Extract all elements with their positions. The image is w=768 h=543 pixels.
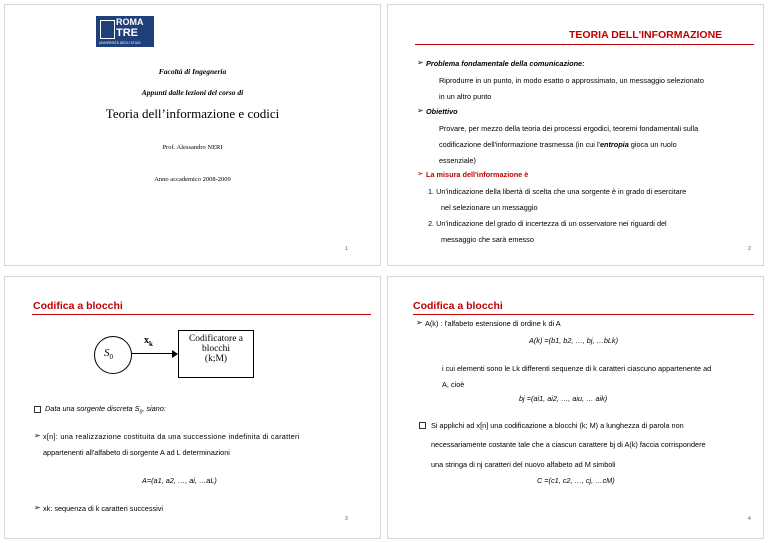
xn-definition-line-1: x[n]: una realizzazione costituita da una successione indefinita di caratteri <box>43 432 300 441</box>
data-intro-subscript: 0 <box>139 409 143 416</box>
slide-frame <box>4 4 381 266</box>
university-logo <box>96 16 154 47</box>
page-number: 4 <box>748 516 751 522</box>
elements-line-1: i cui elementi sono le Lk differenti sequenze di k caratteri ciascuno appartenente ad <box>442 364 712 373</box>
slide-title: Codifica a blocchi <box>413 300 503 312</box>
lecture-notes-label: Appunti dalle lezioni del corso di <box>141 88 244 97</box>
objective-text-line-1: Provare, per mezzo della teoria dei processi ergodici, teoremi fondamentali sulla <box>439 124 699 133</box>
entropy-term: entropia <box>599 140 629 149</box>
checkbox-bullet-icon <box>34 406 41 413</box>
bj-formula: bj =(ai1, ai2, …, aiu, … aik) <box>519 394 608 403</box>
xk-definition: xk: sequenza di k caratteri successivi <box>43 504 164 513</box>
slide-4 <box>387 276 764 539</box>
slide-title: Codifica a blocchi <box>33 300 123 312</box>
encoder-label-line-3: (k;M) <box>204 354 228 364</box>
xn-definition-line-2: appartenenti all'alfabeto di sorgente A ad L determinazioni <box>43 448 230 457</box>
academic-year: Anno accademico 2008-2009 <box>154 176 231 183</box>
extension-formula: A(k) =(b1, b2, …, bj, …bLk) <box>529 336 619 345</box>
data-intro-text: Data una sorgente discreta S <box>45 404 140 413</box>
page-number: 1 <box>345 246 348 252</box>
xk-subscript: k <box>149 340 153 348</box>
bullet-heading-measure: La misura dell'informazione è <box>426 170 529 179</box>
arrow-bullet-icon: ➢ <box>417 58 424 67</box>
problem-text-line-1: Riprodurre in un punto, in modo esatto o approssimato, un messaggio selezionato <box>439 76 704 85</box>
logo-emblem-icon <box>100 20 115 39</box>
faculty-name: Facoltà di Ingegneria <box>158 67 227 76</box>
arrow-bullet-icon: ➢ <box>34 503 41 512</box>
source-letter: S <box>104 347 110 359</box>
slide-frame <box>387 276 764 539</box>
objective-text-part-c: gioca un ruolo <box>628 140 677 149</box>
code-alphabet-formula: C =(c1, c2, …, cj, …cM) <box>537 476 615 485</box>
diagram-arrow <box>131 353 175 354</box>
objective-text-part-a: codificazione dell'informazione trasmessa (in cui l' <box>439 140 600 149</box>
logo-line-1: ROMA <box>116 17 144 27</box>
slide-2 <box>387 4 764 266</box>
objective-text-line-3: essenziale) <box>439 156 476 165</box>
source-label <box>104 347 113 361</box>
bullet-heading-problem: Problema fondamentale della comunicazione: <box>426 59 585 68</box>
xk-label <box>144 335 153 348</box>
measure-item-2-line-1: 2. Un'indicazione del grado di incertezza di un osservatore nei riguardi del <box>428 219 667 228</box>
problem-text-line-2: in un altro punto <box>439 92 492 101</box>
measure-item-1-line-1: 1. Un'indicazione della libertà di scelta che una sorgente è in grado di esercitare <box>428 187 687 196</box>
checkbox-bullet-icon <box>419 422 426 429</box>
professor-name: Prof. Alessandro NERI <box>162 144 223 151</box>
logo-line-2: TRE <box>116 27 138 39</box>
source-subscript: 0 <box>109 353 113 362</box>
title-rule <box>415 44 754 45</box>
objective-text-line-2 <box>439 140 677 149</box>
page-number: 3 <box>345 516 348 522</box>
measure-item-1-line-2: nel selezionare un messaggio <box>441 203 538 212</box>
apply-line-2: necessariamente costante tale che a ciascun carattere bj di A(k) faccia corrispondere <box>431 440 706 449</box>
encoder-label-line-2: blocchi <box>202 344 230 354</box>
elements-line-2: A, cioè <box>442 380 465 389</box>
alphabet-formula: A=(a1, a2, …, ai, …aL) <box>142 476 217 485</box>
bullet-heading-objective: Obiettivo <box>426 107 458 116</box>
block-diagram <box>94 326 284 381</box>
data-intro <box>45 404 166 415</box>
title-rule <box>32 314 371 315</box>
arrow-bullet-icon: ➢ <box>417 169 424 178</box>
encoder-box <box>178 330 254 378</box>
slide-title: TEORIA DELL'INFORMAZIONE <box>569 29 723 41</box>
course-title: Teoria dell’informazione e codici <box>105 106 280 121</box>
extension-definition: A(k) : l'alfabeto estensione di ordine k di A <box>425 319 561 328</box>
arrow-bullet-icon: ➢ <box>417 106 424 115</box>
encoder-label-line-1: Codificatore a <box>188 334 244 344</box>
source-node <box>94 336 132 374</box>
logo-line-3: UNIVERSITÀ DEGLI STUDI <box>99 41 141 45</box>
apply-line-1: Si applichi ad x[n] una codificazione a blocchi (k; M) a lunghezza di parola non <box>431 421 684 430</box>
page-number: 2 <box>748 246 751 252</box>
data-intro-end: , siano: <box>142 404 166 413</box>
xk-letter: x <box>144 335 149 346</box>
title-rule <box>413 314 754 315</box>
slide-1 <box>4 4 381 266</box>
arrow-bullet-icon: ➢ <box>416 318 423 327</box>
arrow-bullet-icon: ➢ <box>34 431 41 440</box>
measure-item-2-line-2: messaggio che sarà emesso <box>441 235 534 244</box>
apply-line-3: una stringa di nj caratteri del nuovo alfabeto ad M simboli <box>431 460 616 469</box>
slide-3 <box>4 276 381 539</box>
